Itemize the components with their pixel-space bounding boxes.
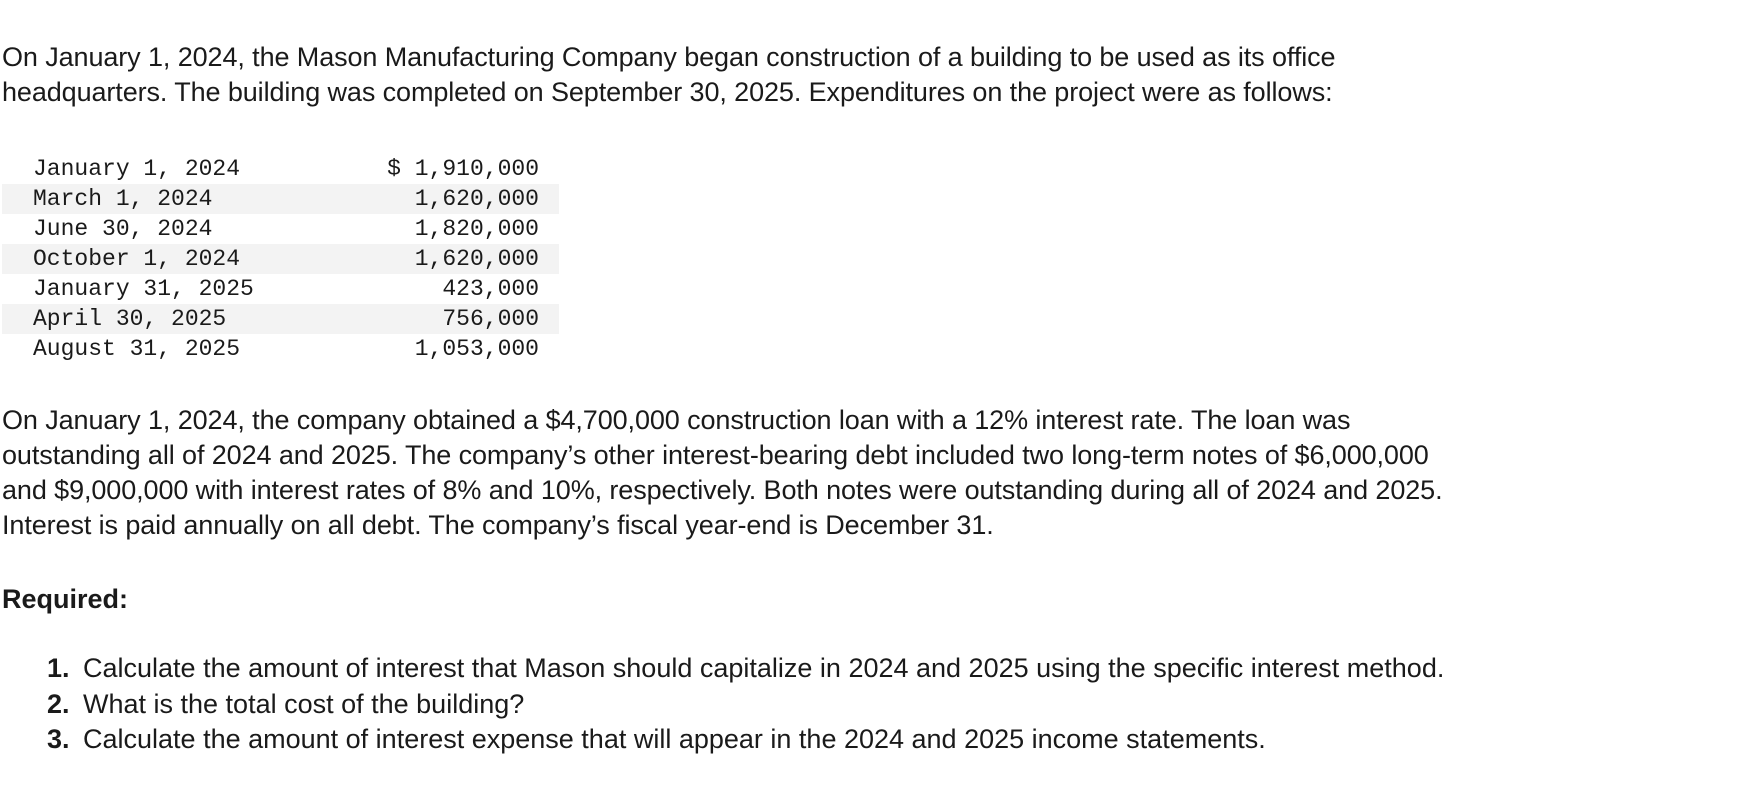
expenditure-date: January 1, 2024 bbox=[33, 156, 241, 182]
expenditure-date: March 1, 2024 bbox=[2, 184, 343, 214]
expenditures-table bbox=[2, 154, 559, 364]
item-number: 3. bbox=[47, 724, 70, 754]
table-row bbox=[2, 184, 559, 214]
list-item bbox=[47, 687, 1444, 723]
list-item bbox=[47, 722, 1444, 758]
loan-line: Interest is paid annually on all debt. The company’s fiscal year-end is December 31. bbox=[2, 510, 994, 540]
required-list bbox=[47, 651, 1444, 758]
list-item bbox=[47, 651, 1444, 687]
item-text: What is the total cost of the building? bbox=[83, 688, 525, 719]
table-row bbox=[2, 244, 559, 274]
expenditure-date: August 31, 2025 bbox=[33, 336, 241, 362]
loan-paragraph bbox=[2, 403, 1737, 543]
table-row bbox=[2, 154, 559, 184]
item-text: Calculate the amount of interest expense that will appear in the 2024 and 2025 income statements. bbox=[83, 724, 1266, 754]
table-row bbox=[2, 274, 559, 304]
loan-line: outstanding all of 2024 and 2025. The company’s other interest-bearing debt included two long-term notes of $6,000,000 bbox=[2, 440, 1429, 470]
loan-line: On January 1, 2024, the company obtained a $4,700,000 construction loan with a 12% interest rate. The loan was bbox=[2, 405, 1351, 435]
expenditure-amount: 1,820,000 bbox=[414, 216, 539, 242]
loan-line: and $9,000,000 with interest rates of 8% and 10%, respectively. Both notes were outstanding during all of 2024 and 2025. bbox=[2, 475, 1443, 505]
expenditure-date: April 30, 2025 bbox=[2, 304, 343, 334]
expenditure-amount: 1,053,000 bbox=[414, 336, 539, 362]
expenditure-amount: 423,000 bbox=[442, 276, 539, 302]
table-row bbox=[2, 304, 559, 334]
expenditure-amount: 1,620,000 bbox=[343, 244, 559, 274]
intro-line: On January 1, 2024, the Mason Manufacturing Company began construction of a building to be used as its office bbox=[2, 42, 1336, 72]
intro-paragraph bbox=[2, 40, 1737, 110]
required-heading: Required: bbox=[2, 584, 129, 614]
item-number: 2. bbox=[47, 688, 70, 719]
expenditure-date: October 1, 2024 bbox=[2, 244, 343, 274]
expenditure-date: January 31, 2025 bbox=[33, 276, 254, 302]
expenditure-amount: 1,620,000 bbox=[343, 184, 559, 214]
expenditure-amount: 756,000 bbox=[343, 304, 559, 334]
item-text: Calculate the amount of interest that Mason should capitalize in 2024 and 2025 using the specific interest method. bbox=[83, 653, 1445, 683]
item-number: 1. bbox=[47, 653, 70, 683]
table-row bbox=[2, 214, 559, 244]
expenditure-amount: $ 1,910,000 bbox=[387, 156, 539, 182]
expenditure-date: June 30, 2024 bbox=[33, 216, 213, 242]
table-row bbox=[2, 334, 559, 364]
intro-line: headquarters. The building was completed on September 30, 2025. Expenditures on the project were as follows: bbox=[2, 77, 1333, 107]
